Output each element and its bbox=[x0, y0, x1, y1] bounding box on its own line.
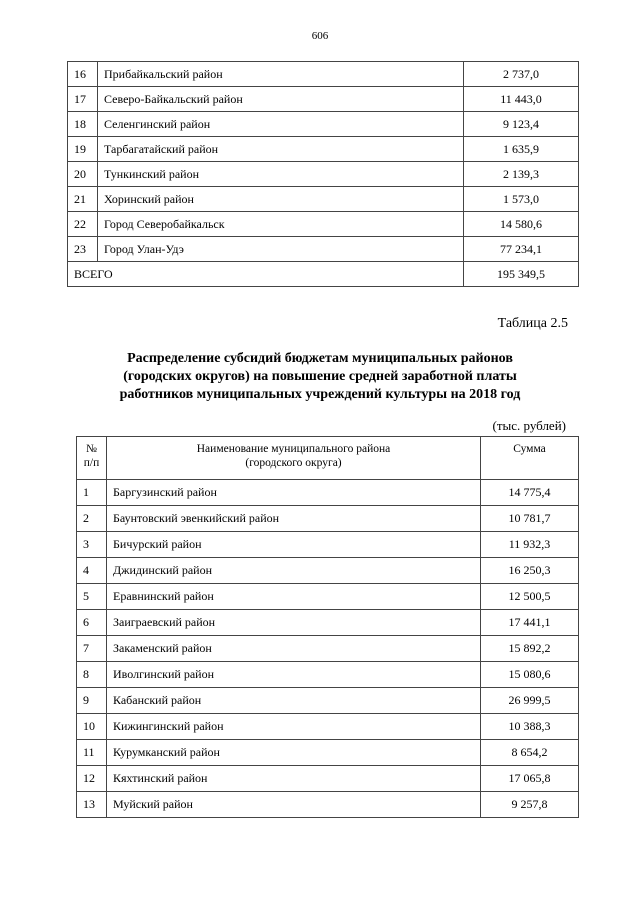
row-sum-cell: 2 139,3 bbox=[464, 162, 579, 187]
row-name-cell: Кяхтинский район bbox=[107, 766, 481, 792]
row-num-cell: 22 bbox=[68, 212, 98, 237]
row-num-cell: 18 bbox=[68, 112, 98, 137]
row-name-cell: Северо-Байкальский район bbox=[98, 87, 464, 112]
row-sum-cell: 11 932,3 bbox=[481, 532, 579, 558]
header-num-line-2: п/п bbox=[83, 457, 100, 469]
units-label: (тыс. рублей) bbox=[492, 418, 566, 433]
row-name-cell: Муйский район bbox=[107, 792, 481, 818]
row-sum-cell: 15 892,2 bbox=[481, 636, 579, 662]
row-sum-cell: 10 781,7 bbox=[481, 506, 579, 532]
row-name-cell: Баунтовский эвенкийский район bbox=[107, 506, 481, 532]
table-row bbox=[77, 584, 579, 610]
table-row bbox=[77, 610, 579, 636]
header-num-cell bbox=[77, 437, 107, 480]
row-name-cell: Джидинский район bbox=[107, 558, 481, 584]
table-row bbox=[68, 187, 579, 212]
row-sum-cell: 14 580,6 bbox=[464, 212, 579, 237]
row-num-cell: 2 bbox=[77, 506, 107, 532]
table-row bbox=[68, 212, 579, 237]
table-heading bbox=[60, 350, 580, 404]
row-name-cell: Город Северобайкальск bbox=[98, 212, 464, 237]
row-sum-cell: 1 573,0 bbox=[464, 187, 579, 212]
row-sum-cell: 9 257,8 bbox=[481, 792, 579, 818]
row-sum-cell: 17 065,8 bbox=[481, 766, 579, 792]
row-num-cell: 19 bbox=[68, 137, 98, 162]
table-row bbox=[68, 237, 579, 262]
table-row bbox=[77, 558, 579, 584]
row-num-cell: 11 bbox=[77, 740, 107, 766]
row-num-cell: 23 bbox=[68, 237, 98, 262]
row-sum-cell: 1 635,9 bbox=[464, 137, 579, 162]
table-row bbox=[68, 87, 579, 112]
table-row bbox=[77, 792, 579, 818]
row-name-cell: Селенгинский район bbox=[98, 112, 464, 137]
row-num-cell: 8 bbox=[77, 662, 107, 688]
row-name-cell: Тарбагатайский район bbox=[98, 137, 464, 162]
row-sum-cell: 77 234,1 bbox=[464, 237, 579, 262]
page-number: 606 bbox=[311, 30, 329, 42]
total-sum: 195 349,5 bbox=[464, 262, 579, 287]
row-sum-cell: 9 123,4 bbox=[464, 112, 579, 137]
row-sum-cell: 10 388,3 bbox=[481, 714, 579, 740]
header-name-line-2: (городского округа) bbox=[245, 457, 342, 469]
table-row bbox=[77, 714, 579, 740]
total-row bbox=[68, 262, 579, 287]
row-sum-cell: 12 500,5 bbox=[481, 584, 579, 610]
row-sum-cell: 16 250,3 bbox=[481, 558, 579, 584]
row-sum-cell: 11 443,0 bbox=[464, 87, 579, 112]
header-sum-cell: Сумма bbox=[481, 437, 579, 480]
row-name-cell: Курумканский район bbox=[107, 740, 481, 766]
row-name-cell: Закаменский район bbox=[107, 636, 481, 662]
row-name-cell: Бичурский район bbox=[107, 532, 481, 558]
table-row bbox=[77, 480, 579, 506]
row-name-cell: Тункинский район bbox=[98, 162, 464, 187]
row-num-cell: 4 bbox=[77, 558, 107, 584]
row-name-cell: Город Улан-Удэ bbox=[98, 237, 464, 262]
row-num-cell: 5 bbox=[77, 584, 107, 610]
table-row bbox=[77, 636, 579, 662]
row-num-cell: 9 bbox=[77, 688, 107, 714]
row-sum-cell: 8 654,2 bbox=[481, 740, 579, 766]
row-name-cell: Кижингинский район bbox=[107, 714, 481, 740]
row-num-cell: 21 bbox=[68, 187, 98, 212]
table-label: Таблица 2.5 bbox=[497, 316, 568, 331]
table-heading-line-2: (городских округов) на повышение средней заработной платы bbox=[123, 369, 517, 384]
table-row bbox=[68, 137, 579, 162]
total-label: ВСЕГО bbox=[68, 262, 464, 287]
row-name-cell: Еравнинский район bbox=[107, 584, 481, 610]
row-sum-cell: 15 080,6 bbox=[481, 662, 579, 688]
table-row bbox=[77, 766, 579, 792]
table-row bbox=[77, 532, 579, 558]
table-row bbox=[68, 162, 579, 187]
row-num-cell: 20 bbox=[68, 162, 98, 187]
row-name-cell: Хоринский район bbox=[98, 187, 464, 212]
top-table bbox=[67, 61, 579, 287]
row-name-cell: Заиграевский район bbox=[107, 610, 481, 636]
row-num-cell: 17 bbox=[68, 87, 98, 112]
row-num-cell: 6 bbox=[77, 610, 107, 636]
table-row bbox=[77, 740, 579, 766]
row-sum-cell: 26 999,5 bbox=[481, 688, 579, 714]
table-heading-line-1: Распределение субсидий бюджетам муниципальных районов bbox=[127, 351, 513, 366]
row-name-cell: Прибайкальский район bbox=[98, 62, 464, 87]
row-sum-cell: 14 775,4 bbox=[481, 480, 579, 506]
row-num-cell: 3 bbox=[77, 532, 107, 558]
table-row bbox=[77, 662, 579, 688]
row-num-cell: 10 bbox=[77, 714, 107, 740]
table-row bbox=[68, 112, 579, 137]
header-name-cell bbox=[107, 437, 481, 480]
main-table bbox=[76, 436, 579, 818]
row-num-cell: 12 bbox=[77, 766, 107, 792]
row-num-cell: 1 bbox=[77, 480, 107, 506]
row-num-cell: 7 bbox=[77, 636, 107, 662]
table-header-row bbox=[77, 437, 579, 480]
row-sum-cell: 2 737,0 bbox=[464, 62, 579, 87]
table-row bbox=[77, 506, 579, 532]
row-name-cell: Кабанский район bbox=[107, 688, 481, 714]
row-name-cell: Иволгинский район bbox=[107, 662, 481, 688]
header-num-line-1: № bbox=[86, 443, 97, 455]
table-row bbox=[68, 62, 579, 87]
row-sum-cell: 17 441,1 bbox=[481, 610, 579, 636]
row-num-cell: 16 bbox=[68, 62, 98, 87]
header-name-line-1: Наименование муниципального района bbox=[196, 443, 391, 455]
table-row bbox=[77, 688, 579, 714]
row-num-cell: 13 bbox=[77, 792, 107, 818]
table-heading-line-3: работников муниципальных учреждений культуры на 2018 год bbox=[119, 387, 521, 402]
row-name-cell: Баргузинский район bbox=[107, 480, 481, 506]
